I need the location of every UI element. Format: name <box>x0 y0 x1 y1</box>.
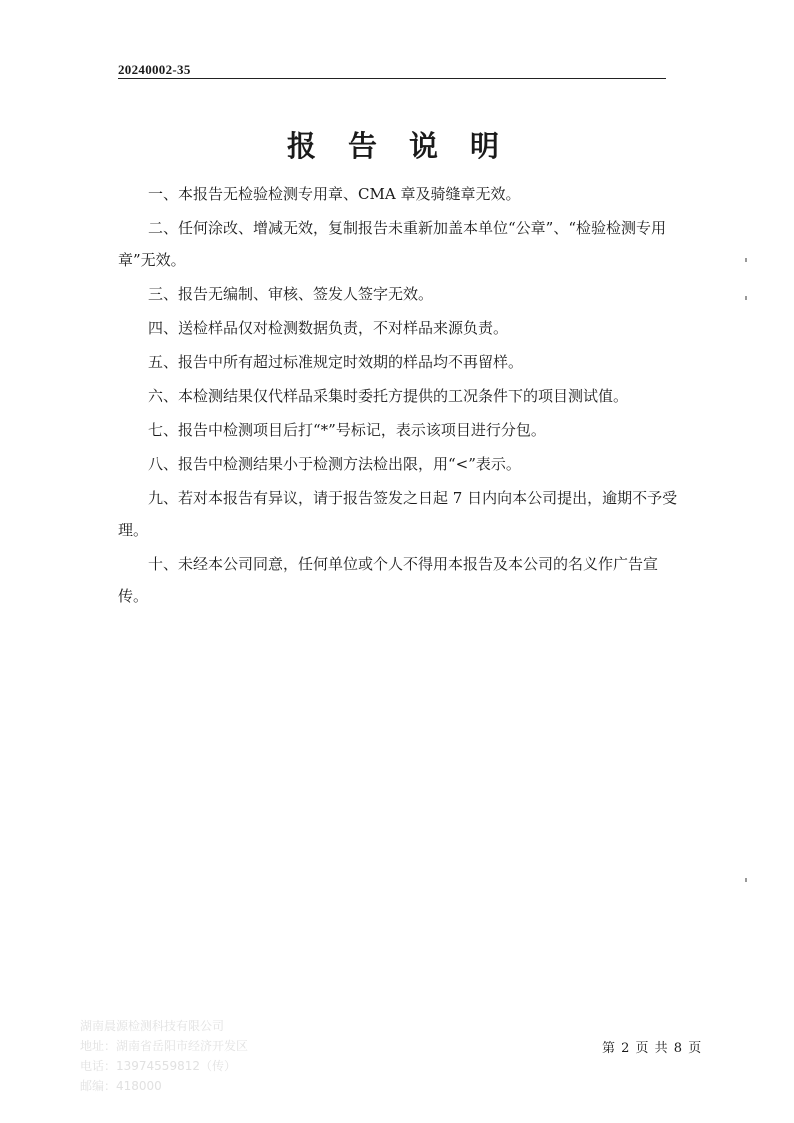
clause-list <box>118 178 678 614</box>
company-name: 湖南晨源检测科技有限公司 <box>80 1019 225 1033</box>
header-divider <box>118 78 666 79</box>
report-number: 20240002-35 <box>118 62 191 77</box>
company-phone: 电话：13974559812（传） <box>80 1059 236 1073</box>
clause-item: 八、报告中检测结果小于检测方法检出限，用“<”表示。 <box>148 455 521 473</box>
page-title: 报告说明 <box>286 129 531 163</box>
clause-item: 五、报告中所有超过标准规定时效期的样品均不再留样。 <box>148 353 524 371</box>
clause-item: 三、报告无编制、审核、签发人签字无效。 <box>148 285 434 303</box>
clause-item: 四、送检样品仅对检测数据负责，不对样品来源负责。 <box>148 319 509 337</box>
scan-mark <box>745 878 747 882</box>
page-indicator: 第 2 页 共 8 页 <box>602 1041 703 1056</box>
clause-item: 二、任何涂改、增减无效，复制报告未重新加盖本单位“公章”、“检验检测专用章”无效。 <box>118 219 667 269</box>
company-address: 地址：湖南省岳阳市经济开发区 <box>80 1039 249 1053</box>
clause-item: 六、本检测结果仅代样品采集时委托方提供的工况条件下的项目测试值。 <box>148 387 629 405</box>
clause-item: 一、本报告无检验检测专用章、CMA 章及骑缝章无效。 <box>148 185 521 203</box>
company-contact-block <box>80 1016 248 1096</box>
scan-mark <box>745 296 747 300</box>
clause-item: 九、若对本报告有异议，请于报告签发之日起 7 日内向本公司提出，逾期不予受理。 <box>118 489 678 539</box>
clause-item: 七、报告中检测项目后打“*”号标记，表示该项目进行分包。 <box>148 421 546 439</box>
company-postcode: 邮编：418000 <box>80 1079 162 1093</box>
scan-mark <box>745 258 747 262</box>
clause-item: 十、未经本公司同意，任何单位或个人不得用本报告及本公司的名义作广告宣传。 <box>118 555 659 605</box>
